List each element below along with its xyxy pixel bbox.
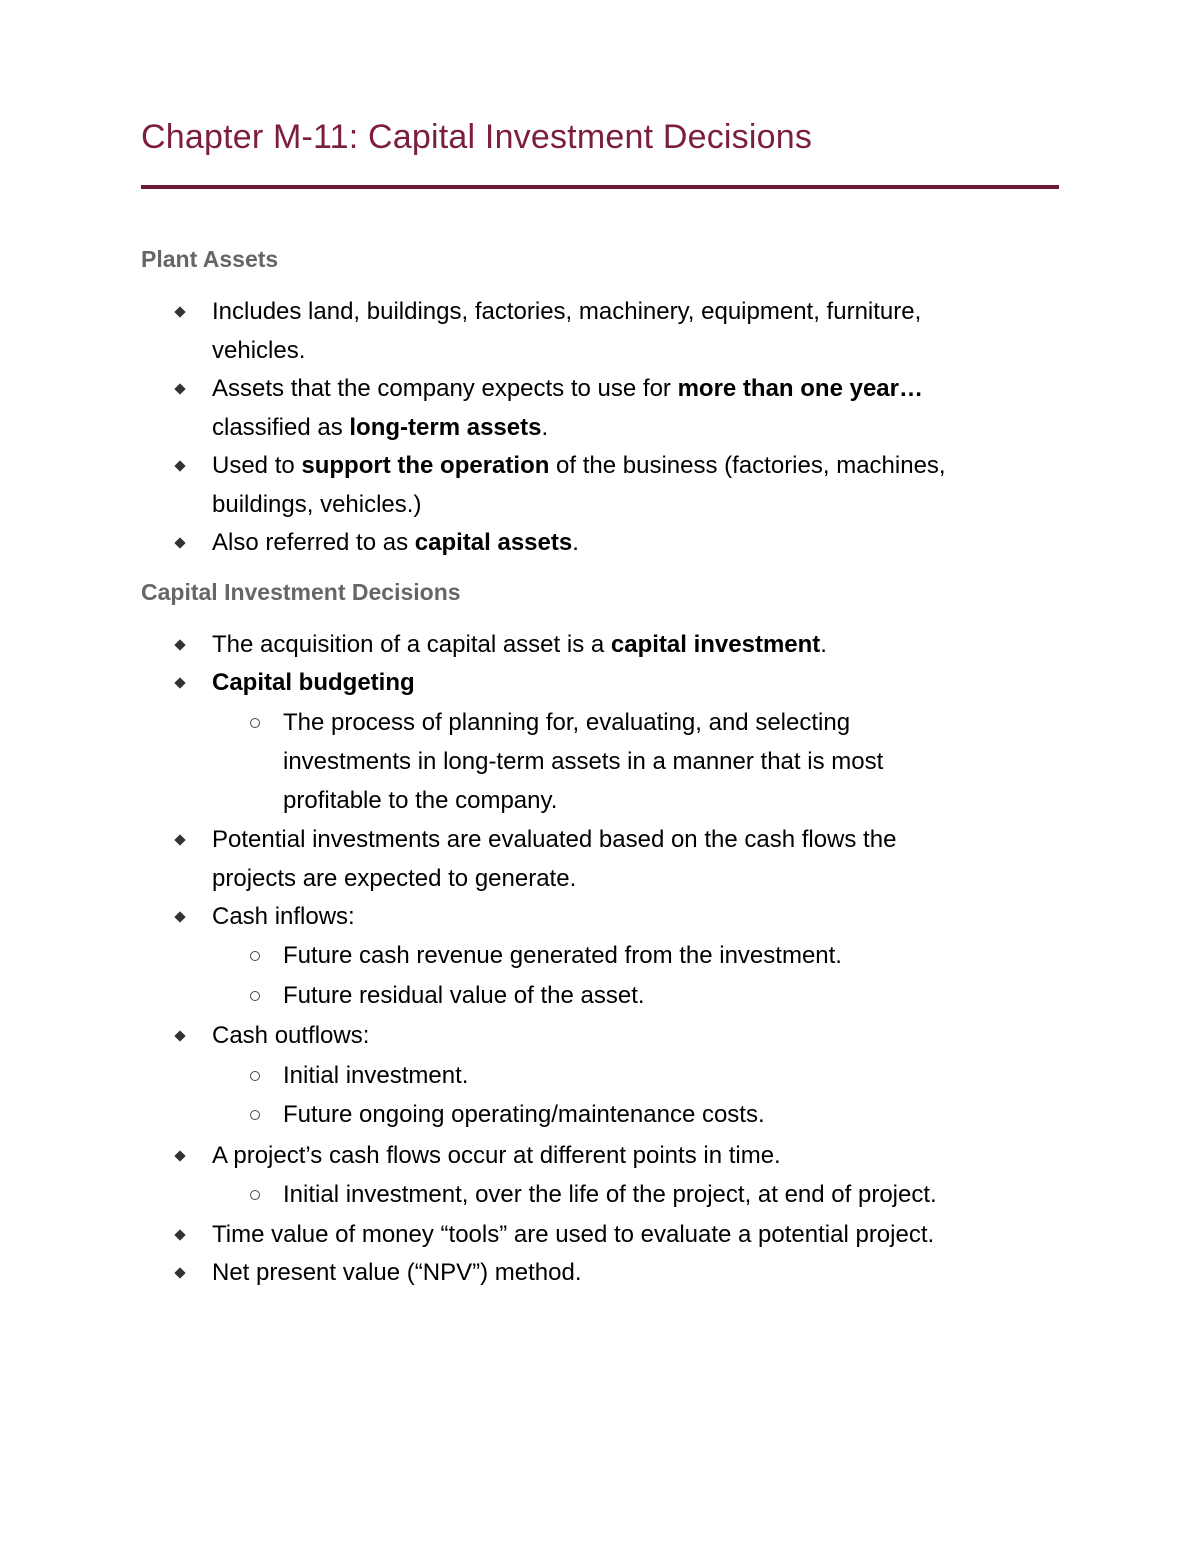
item-text: Used to — [212, 452, 302, 479]
item-text: classified as — [212, 414, 350, 441]
section-heading-capital-investment: Capital Investment Decisions — [141, 579, 461, 605]
item-line: profitable to the company. — [283, 787, 558, 814]
list-subitem — [283, 703, 883, 820]
list-subitem — [283, 1095, 765, 1134]
item-text: . — [541, 414, 549, 441]
list-item — [212, 446, 946, 524]
bullet-icon — [174, 1150, 185, 1161]
item-emphasis: capital assets — [414, 529, 573, 556]
item-line: buildings, vehicles.) — [212, 491, 422, 518]
item-line: Cash inflows: — [212, 903, 355, 930]
list-subitem — [283, 976, 645, 1015]
bullet-icon — [174, 1030, 185, 1041]
item-line: Cash outflows: — [212, 1022, 370, 1049]
bullet-icon — [174, 460, 185, 471]
bullet-icon — [174, 1267, 185, 1278]
hollow-bullet-icon — [250, 951, 260, 961]
item-line: Future cash revenue generated from the investment. — [283, 942, 842, 969]
item-text: . — [572, 529, 579, 556]
item-emphasis: more than one year… — [677, 375, 923, 402]
item-line: Potential investments are evaluated based on the cash flows the — [212, 826, 897, 853]
list-item — [212, 625, 827, 664]
item-emphasis: support the operation — [301, 452, 550, 479]
bullet-icon — [174, 1229, 185, 1240]
bullet-icon — [174, 537, 185, 548]
item-line: Time value of money “tools” are used to evaluate a potential project. — [212, 1221, 935, 1248]
item-line: projects are expected to generate. — [212, 865, 577, 892]
item-text: Assets that the company expects to use for — [212, 375, 678, 402]
item-line: Initial investment, over the life of the project, at end of project. — [283, 1181, 937, 1208]
item-text: The acquisition of a capital asset is a — [212, 631, 611, 658]
item-line: Net present value (“NPV”) method. — [212, 1259, 582, 1286]
list-item — [212, 523, 579, 562]
list-item — [212, 897, 355, 936]
bullet-icon — [174, 639, 185, 650]
item-emphasis: long-term assets — [349, 414, 542, 441]
list-item — [212, 1253, 581, 1292]
bullet-icon — [174, 911, 185, 922]
bullet-icon — [174, 383, 185, 394]
item-line: Initial investment. — [283, 1062, 469, 1089]
list-item — [212, 820, 896, 898]
bullet-icon — [174, 306, 185, 317]
item-text: . — [820, 631, 827, 658]
item-line: Future residual value of the asset. — [283, 982, 645, 1009]
item-emphasis: capital investment — [610, 631, 821, 658]
hollow-bullet-icon — [250, 1110, 260, 1120]
list-item — [212, 663, 415, 702]
hollow-bullet-icon — [250, 1071, 260, 1081]
hollow-bullet-icon — [250, 991, 260, 1001]
list-item — [212, 1136, 781, 1175]
item-line: Future ongoing operating/maintenance costs. — [283, 1101, 765, 1128]
item-line: A project’s cash flows occur at different points in time. — [212, 1142, 781, 1169]
hollow-bullet-icon — [250, 1190, 260, 1200]
section-heading-plant-assets: Plant Assets — [141, 246, 279, 272]
list-item — [212, 1016, 369, 1055]
item-line: investments in long-term assets in a manner that is most — [283, 748, 884, 775]
title-divider — [141, 185, 1059, 189]
list-subitem — [283, 936, 842, 975]
item-line: The process of planning for, evaluating, and selecting — [283, 709, 851, 736]
item-line: vehicles. — [212, 337, 306, 364]
bullet-icon — [174, 834, 185, 845]
page-title: Chapter M-11: Capital Investment Decisions — [141, 118, 813, 156]
hollow-bullet-icon — [250, 718, 260, 728]
item-text: Also referred to as — [212, 529, 415, 556]
list-subitem — [283, 1175, 937, 1214]
list-subitem — [283, 1056, 468, 1095]
item-emphasis: Capital budgeting — [212, 669, 415, 696]
bullet-icon — [174, 677, 185, 688]
item-line: Includes land, buildings, factories, machinery, equipment, furniture, — [212, 298, 922, 325]
list-item — [212, 292, 921, 370]
item-text: of the business (factories, machines, — [549, 452, 946, 479]
list-item — [212, 1215, 934, 1254]
list-item — [212, 369, 923, 447]
